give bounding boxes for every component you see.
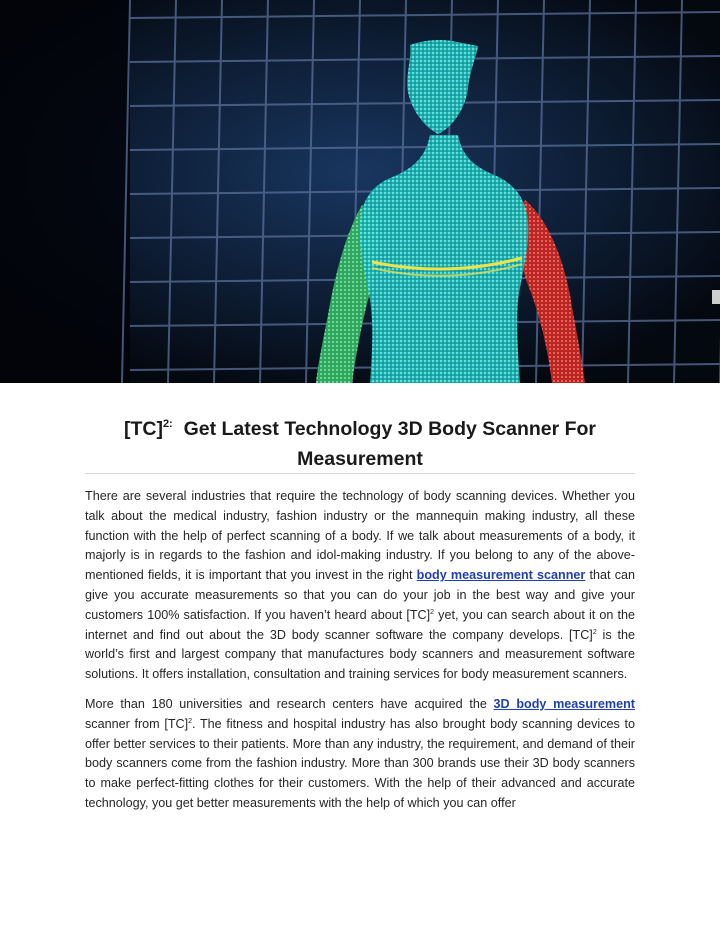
title-line-2: Measurement	[297, 448, 423, 470]
p1-text-4: is the world’s first and largest company that manufactures body scanners and measurement software solutions. It offers installation, consultation and training services for body measurement scanners.	[85, 627, 635, 682]
p1-sup-1: 2	[430, 608, 435, 616]
title-line-1: Get Latest Technology 3D Body Scanner For	[183, 418, 597, 440]
hero-dark-edge	[0, 0, 130, 383]
p2-text-3: . The fitness and hospital industry has also brought body scanning devices to offer better services to their patients. More than any industry, the requirement, and demand of their body scanners come from the fashion industry. More than 300 brands use their 3D body scanners to make perfect-fitting clothes for their customers. With the help of their advanced and accurate technology, you get better measurements with the help of which you can offer	[85, 716, 635, 810]
p1-text-2: that can give you accurate measurements so that you can do your job in the best way and give your customers 100% satisfaction. If you haven’t heard about [TC]	[85, 568, 635, 622]
title-superscript: 2:	[162, 418, 173, 430]
title-heading	[85, 414, 635, 474]
paragraph-1	[85, 487, 635, 685]
title-prefix: [TC]	[123, 418, 163, 440]
p1-sup-2: 2	[592, 628, 597, 636]
article-body	[85, 487, 635, 824]
p1-text-1: There are several industries that require the technology of body scanning devices. Whether you talk about the medical industry, fashion industry or the mannequin making industry, all these function with the help of perfect scanning of a body. If we talk about measurements of a body, it majorly is in regards to the fashion and idol-making industry. If you belong to any of the above-mentioned fields, it is important that you invest in the right	[85, 489, 635, 583]
title-divider	[85, 473, 635, 474]
hero-edge-marker	[712, 290, 720, 304]
page-title	[85, 414, 635, 474]
p2-sup-1: 2	[188, 717, 193, 725]
p2-text-1: More than 180 universities and research centers have acquired the	[85, 696, 494, 711]
paragraph-2	[85, 695, 635, 814]
p1-text-3: yet, you can search about it on the internet and find out about the 3D body scanner software the company develops. [TC]	[85, 607, 635, 642]
3d-body-measurement-link[interactable]: 3D body measurement	[493, 696, 636, 711]
hero-image	[0, 0, 720, 383]
body-scan-illustration	[0, 0, 720, 383]
body-measurement-scanner-link[interactable]: body measurement scanner	[416, 568, 586, 583]
p2-text-2: scanner from [TC]	[85, 716, 189, 731]
